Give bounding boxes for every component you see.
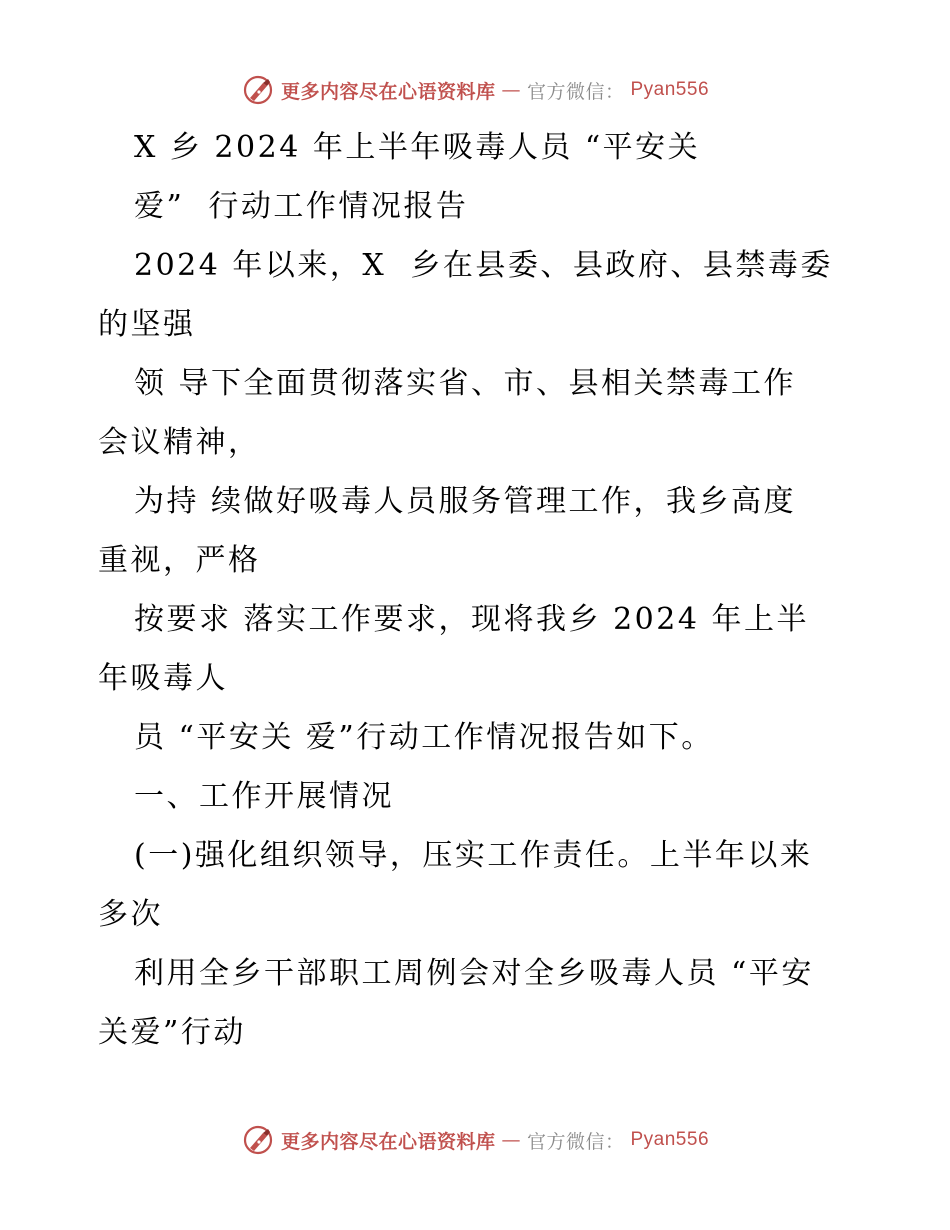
watermark-main-text: 更多内容尽在心语资料库 <box>280 80 496 103</box>
paragraph-line: 2024 年以来，X 乡在县委、县政府、县禁毒委 <box>134 248 833 283</box>
paragraph-line: 会议精神， <box>98 425 261 460</box>
watermark-banner <box>241 73 709 107</box>
title-line-2: 爱” 行动工作情况报告 <box>134 189 469 224</box>
document-body <box>98 118 858 1062</box>
section-heading: 一、工作开展情况 <box>134 779 394 814</box>
paragraph-line: 年吸毒人 <box>98 661 228 696</box>
paragraph-line: 为持 续做好吸毒人员服务管理工作，我乡高度 <box>134 484 797 519</box>
header-watermark <box>0 70 950 110</box>
paragraph-line: 按要求 落实工作要求，现将我乡 2024 年上半 <box>134 602 809 637</box>
watermark-sub-text: 官方微信： <box>526 1130 625 1153</box>
paragraph-line: 的坚强 <box>98 307 196 342</box>
watermark-sub-text: 官方微信： <box>526 80 625 103</box>
watermark-dash: — <box>501 1129 521 1151</box>
title-line-1: X 乡 2024 年上半年吸毒人员 “平安关 <box>134 130 701 165</box>
paragraph-line: 重视，严格 <box>98 543 261 578</box>
footer-watermark <box>0 1120 950 1160</box>
paragraph-line: 利用全乡干部职工周例会对全乡吸毒人员 “平安 <box>134 956 814 991</box>
paragraph-line: 员 “平安关 爱”行动工作情况报告如下。 <box>134 720 714 755</box>
watermark-main-text: 更多内容尽在心语资料库 <box>280 1130 496 1153</box>
watermark-banner <box>241 1123 709 1157</box>
paragraph-line: 关爱”行动 <box>98 1015 246 1050</box>
paragraph-line: (一)强化组织领导，压实工作责任。上半年以来 <box>134 838 813 873</box>
watermark-dash: — <box>501 79 521 101</box>
pen-nib-logo-icon <box>241 1123 275 1157</box>
paragraph-line: 多次 <box>98 897 163 932</box>
watermark-wechat-id: Pyan556 <box>630 1129 710 1150</box>
paragraph-line: 领 导下全面贯彻落实省、市、县相关禁毒工作 <box>134 366 797 401</box>
watermark-wechat-id: Pyan556 <box>630 79 710 100</box>
pen-nib-logo-icon <box>241 73 275 107</box>
